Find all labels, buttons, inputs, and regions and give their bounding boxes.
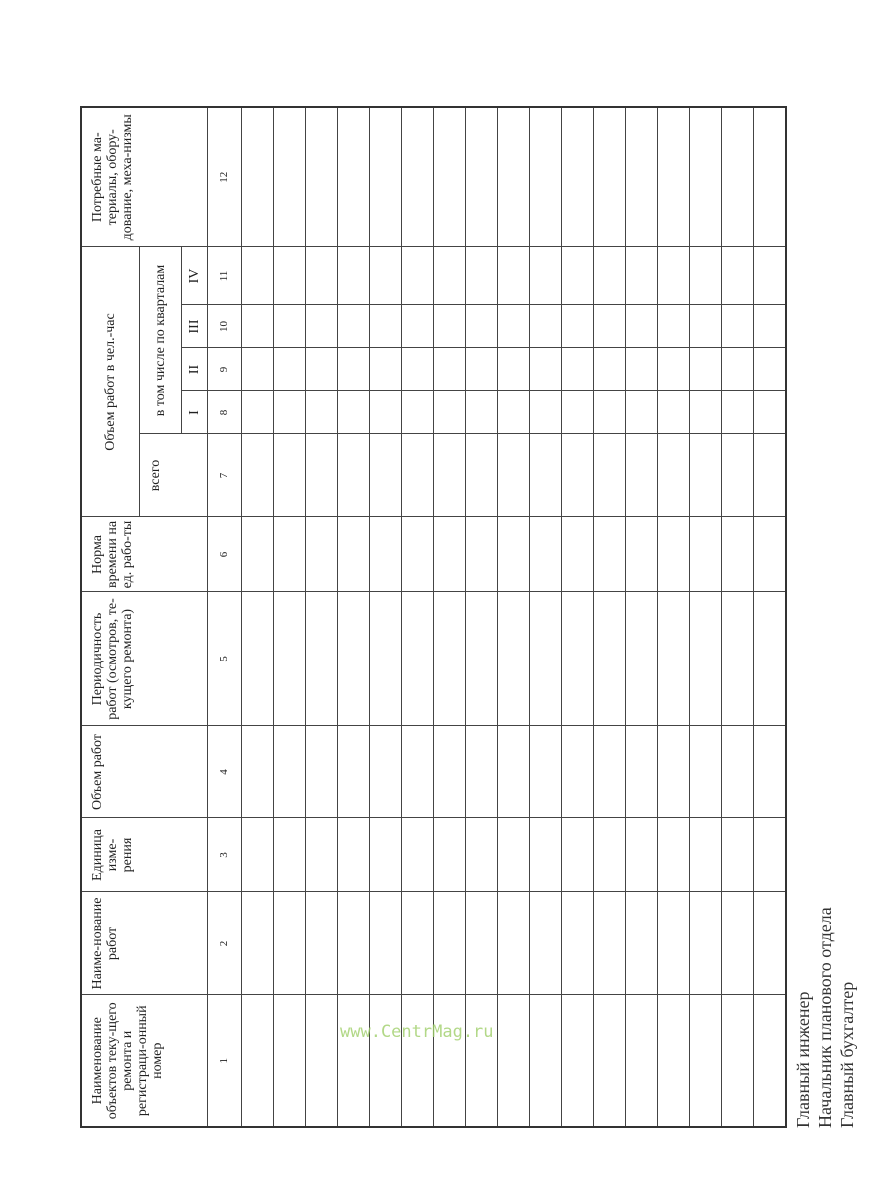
table-cell[interactable] [369,517,401,592]
column-number: 3 [207,818,241,892]
table-cell[interactable] [305,305,337,348]
table-cell[interactable] [593,517,625,592]
table-cell[interactable] [561,305,593,348]
table-cell[interactable] [497,107,529,247]
table-cell[interactable] [593,348,625,391]
table-cell[interactable] [241,726,273,818]
table-cell[interactable] [337,247,369,305]
table-cell[interactable] [241,107,273,247]
table-cell[interactable] [497,348,529,391]
table-cell[interactable] [401,391,433,434]
table-cell[interactable] [433,348,465,391]
table-cell[interactable] [337,305,369,348]
data-rows [241,107,786,1127]
watermark: www.CentrMag.ru [340,1022,494,1042]
column-number-row [207,107,241,1127]
table-cell[interactable] [401,348,433,391]
table-cell[interactable] [593,995,625,1127]
table-cell[interactable] [593,107,625,247]
table-cell[interactable] [401,892,433,995]
table-cell[interactable] [305,892,337,995]
table-cell[interactable] [657,995,689,1127]
table-cell[interactable] [625,726,657,818]
table-cell[interactable] [753,818,786,892]
table-cell[interactable] [529,434,561,517]
table-cell[interactable] [721,247,753,305]
table-cell[interactable] [273,305,305,348]
table-cell[interactable] [689,348,721,391]
column-number: 2 [207,892,241,995]
table-cell[interactable] [369,995,401,1127]
table-row [305,107,337,1127]
table-cell[interactable] [241,348,273,391]
table-cell[interactable] [753,726,786,818]
table-cell[interactable] [657,892,689,995]
table-cell[interactable] [689,892,721,995]
table-row [625,107,657,1127]
table-cell[interactable] [337,892,369,995]
table-cell[interactable] [433,517,465,592]
table-cell[interactable] [721,818,753,892]
table-cell[interactable] [273,726,305,818]
table-cell[interactable] [625,391,657,434]
table-cell[interactable] [369,247,401,305]
table-cell[interactable] [625,305,657,348]
table-cell[interactable] [561,247,593,305]
table-cell[interactable] [241,391,273,434]
table-cell[interactable] [625,592,657,726]
column-number: 10 [207,305,241,348]
column-number: 7 [207,434,241,517]
table-cell[interactable] [433,892,465,995]
table-cell[interactable] [337,592,369,726]
table-cell[interactable] [721,726,753,818]
table-cell[interactable] [593,892,625,995]
table-row [433,107,465,1127]
table-cell[interactable] [401,592,433,726]
header-q4: IV [181,247,207,305]
signature-block [792,907,858,1128]
table-cell[interactable] [689,517,721,592]
table-row [753,107,786,1127]
table-cell[interactable] [337,818,369,892]
header-time-norm: Норма времени на ед. рабо-ты [81,517,207,592]
header-work-hours: Объем работ в чел.-час [81,247,139,517]
table-cell[interactable] [753,434,786,517]
table-cell[interactable] [369,107,401,247]
table-cell[interactable] [529,107,561,247]
table-cell[interactable] [465,107,497,247]
table-cell[interactable] [465,348,497,391]
table-cell[interactable] [305,107,337,247]
table-cell[interactable] [433,726,465,818]
table-cell[interactable] [561,107,593,247]
column-number: 1 [207,995,241,1127]
table-cell[interactable] [497,247,529,305]
table-cell[interactable] [273,517,305,592]
table-cell[interactable] [561,391,593,434]
table-cell[interactable] [657,434,689,517]
table-cell[interactable] [593,818,625,892]
table-cell[interactable] [465,892,497,995]
header-q1: I [181,391,207,434]
table-row [657,107,689,1127]
table-cell[interactable] [241,995,273,1127]
table-cell[interactable] [337,726,369,818]
table-cell[interactable] [593,592,625,726]
header-objects: Наименование объектов теку-щего ремонта и регистраци-онный номер [81,995,207,1127]
table-cell[interactable] [337,517,369,592]
table-cell[interactable] [401,818,433,892]
chief-engineer-label: Главный инженер [793,991,813,1128]
table-cell[interactable] [753,305,786,348]
table-cell[interactable] [561,818,593,892]
table-cell[interactable] [497,305,529,348]
table-cell[interactable] [689,305,721,348]
header-volume: Объем работ [81,726,207,818]
table-cell[interactable] [241,592,273,726]
table-cell[interactable] [465,517,497,592]
table-cell[interactable] [529,391,561,434]
table-cell[interactable] [305,391,337,434]
table-cell[interactable] [721,892,753,995]
table-cell[interactable] [401,726,433,818]
table-cell[interactable] [305,434,337,517]
table-cell[interactable] [465,305,497,348]
table-cell[interactable] [369,726,401,818]
planning-head-label: Начальник планового отдела [815,907,835,1128]
table-cell[interactable] [433,305,465,348]
table-cell[interactable] [401,434,433,517]
table-row [689,107,721,1127]
table-cell[interactable] [497,726,529,818]
table-cell[interactable] [401,107,433,247]
table-cell[interactable] [721,517,753,592]
table-cell[interactable] [433,818,465,892]
table-cell[interactable] [689,818,721,892]
table-cell[interactable] [657,517,689,592]
table-cell[interactable] [689,107,721,247]
header-unit: Единица изме-рения [81,818,207,892]
table-cell[interactable] [689,434,721,517]
table-cell[interactable] [721,348,753,391]
table-cell[interactable] [433,434,465,517]
table-cell[interactable] [241,305,273,348]
column-number: 8 [207,391,241,434]
table-cell[interactable] [337,348,369,391]
table-cell[interactable] [561,592,593,726]
table-cell[interactable] [721,391,753,434]
table-cell[interactable] [593,305,625,348]
table-row [241,107,273,1127]
column-number: 5 [207,592,241,726]
table-cell[interactable] [497,434,529,517]
table-cell[interactable] [561,892,593,995]
table-cell[interactable] [753,517,786,592]
table-cell[interactable] [753,892,786,995]
table-cell[interactable] [497,391,529,434]
table-cell[interactable] [337,995,369,1127]
table-cell[interactable] [529,305,561,348]
table-cell[interactable] [401,517,433,592]
table-cell[interactable] [625,434,657,517]
table-cell[interactable] [753,107,786,247]
column-number: 9 [207,348,241,391]
table-cell[interactable] [721,107,753,247]
rotated-form [80,108,857,1128]
repair-plan-table [80,106,787,1128]
table-cell[interactable] [241,517,273,592]
table-cell[interactable] [657,726,689,818]
table-cell[interactable] [401,305,433,348]
table-cell[interactable] [273,348,305,391]
table-cell[interactable] [721,434,753,517]
table-cell[interactable] [465,818,497,892]
header-q3: III [181,305,207,348]
table-cell[interactable] [337,434,369,517]
table-cell[interactable] [625,818,657,892]
table-cell[interactable] [465,995,497,1127]
table-cell[interactable] [657,247,689,305]
table-cell[interactable] [561,995,593,1127]
table-cell[interactable] [753,995,786,1127]
table-cell[interactable] [273,247,305,305]
table-cell[interactable] [273,818,305,892]
table-cell[interactable] [241,818,273,892]
column-number: 11 [207,247,241,305]
table-cell[interactable] [337,107,369,247]
table-cell[interactable] [753,391,786,434]
chief-accountant-label: Главный бухгалтер [837,981,857,1128]
table-cell[interactable] [561,726,593,818]
table-cell[interactable] [529,892,561,995]
table-cell[interactable] [305,818,337,892]
table-row [465,107,497,1127]
table-cell[interactable] [305,247,337,305]
table-row [369,107,401,1127]
table-cell[interactable] [305,726,337,818]
table-cell[interactable] [753,592,786,726]
table-cell[interactable] [337,391,369,434]
table-cell[interactable] [433,592,465,726]
table-cell[interactable] [657,391,689,434]
table-cell[interactable] [657,592,689,726]
table-cell[interactable] [593,726,625,818]
table-row [561,107,593,1127]
table-row [273,107,305,1127]
table-row [529,107,561,1127]
header-materials: Потребные ма-териалы, обору-дование, меха-низмы [81,107,207,247]
table-cell[interactable] [369,592,401,726]
table-cell[interactable] [497,892,529,995]
table-cell[interactable] [369,348,401,391]
table-cell[interactable] [625,247,657,305]
table-cell[interactable] [593,247,625,305]
table-cell[interactable] [401,247,433,305]
header-q2: II [181,348,207,391]
table-cell[interactable] [305,592,337,726]
table-cell[interactable] [497,995,529,1127]
table-cell[interactable] [529,726,561,818]
header-total: всего [139,434,207,517]
table-cell[interactable] [625,107,657,247]
table-cell[interactable] [529,517,561,592]
table-cell[interactable] [657,107,689,247]
table-cell[interactable] [497,592,529,726]
table-cell[interactable] [369,818,401,892]
table-cell[interactable] [721,995,753,1127]
table-cell[interactable] [273,592,305,726]
table-cell[interactable] [721,305,753,348]
table-cell[interactable] [305,517,337,592]
table-row [337,107,369,1127]
table-cell[interactable] [561,434,593,517]
column-number: 6 [207,517,241,592]
table-cell[interactable] [529,818,561,892]
table-cell[interactable] [369,892,401,995]
table-cell[interactable] [433,107,465,247]
table-cell[interactable] [657,348,689,391]
table-cell[interactable] [657,305,689,348]
table-row [497,107,529,1127]
table-cell[interactable] [529,247,561,305]
table-cell[interactable] [305,348,337,391]
table-cell[interactable] [465,434,497,517]
header-work-name: Наиме-нование работ [81,892,207,995]
table-cell[interactable] [689,995,721,1127]
table-cell[interactable] [433,995,465,1127]
table-cell[interactable] [561,348,593,391]
table-row [721,107,753,1127]
table-cell[interactable] [241,434,273,517]
table-cell[interactable] [657,818,689,892]
table-cell[interactable] [497,818,529,892]
table-row [401,107,433,1127]
header-periodicity: Периодичность работ (осмотров, те-кущего ремонта) [81,592,207,726]
table-cell[interactable] [401,995,433,1127]
header-quarters: в том числе по кварталам [139,247,181,434]
column-number: 12 [207,107,241,247]
table-cell[interactable] [369,434,401,517]
table-cell[interactable] [593,434,625,517]
table-cell[interactable] [529,592,561,726]
table-cell[interactable] [689,247,721,305]
table-cell[interactable] [241,892,273,995]
table-cell[interactable] [465,592,497,726]
table-cell[interactable] [273,892,305,995]
table-cell[interactable] [689,391,721,434]
table-cell[interactable] [753,348,786,391]
table-cell[interactable] [753,247,786,305]
table-cell[interactable] [433,391,465,434]
table-cell[interactable] [689,592,721,726]
table-cell[interactable] [561,517,593,592]
table-cell[interactable] [273,434,305,517]
table-cell[interactable] [305,995,337,1127]
table-cell[interactable] [241,247,273,305]
table-cell[interactable] [273,391,305,434]
table-cell[interactable] [529,995,561,1127]
table-cell[interactable] [369,305,401,348]
table-cell[interactable] [497,517,529,592]
table-cell[interactable] [689,726,721,818]
table-cell[interactable] [273,995,305,1127]
table-cell[interactable] [369,391,401,434]
table-cell[interactable] [465,726,497,818]
table-cell[interactable] [273,107,305,247]
column-number: 4 [207,726,241,818]
table-cell[interactable] [465,391,497,434]
table-cell[interactable] [625,348,657,391]
table-cell[interactable] [529,348,561,391]
table-cell[interactable] [625,517,657,592]
table-cell[interactable] [593,391,625,434]
table-cell[interactable] [625,892,657,995]
table-cell[interactable] [433,247,465,305]
table-cell[interactable] [625,995,657,1127]
table-cell[interactable] [721,592,753,726]
table-row [593,107,625,1127]
table-cell[interactable] [465,247,497,305]
